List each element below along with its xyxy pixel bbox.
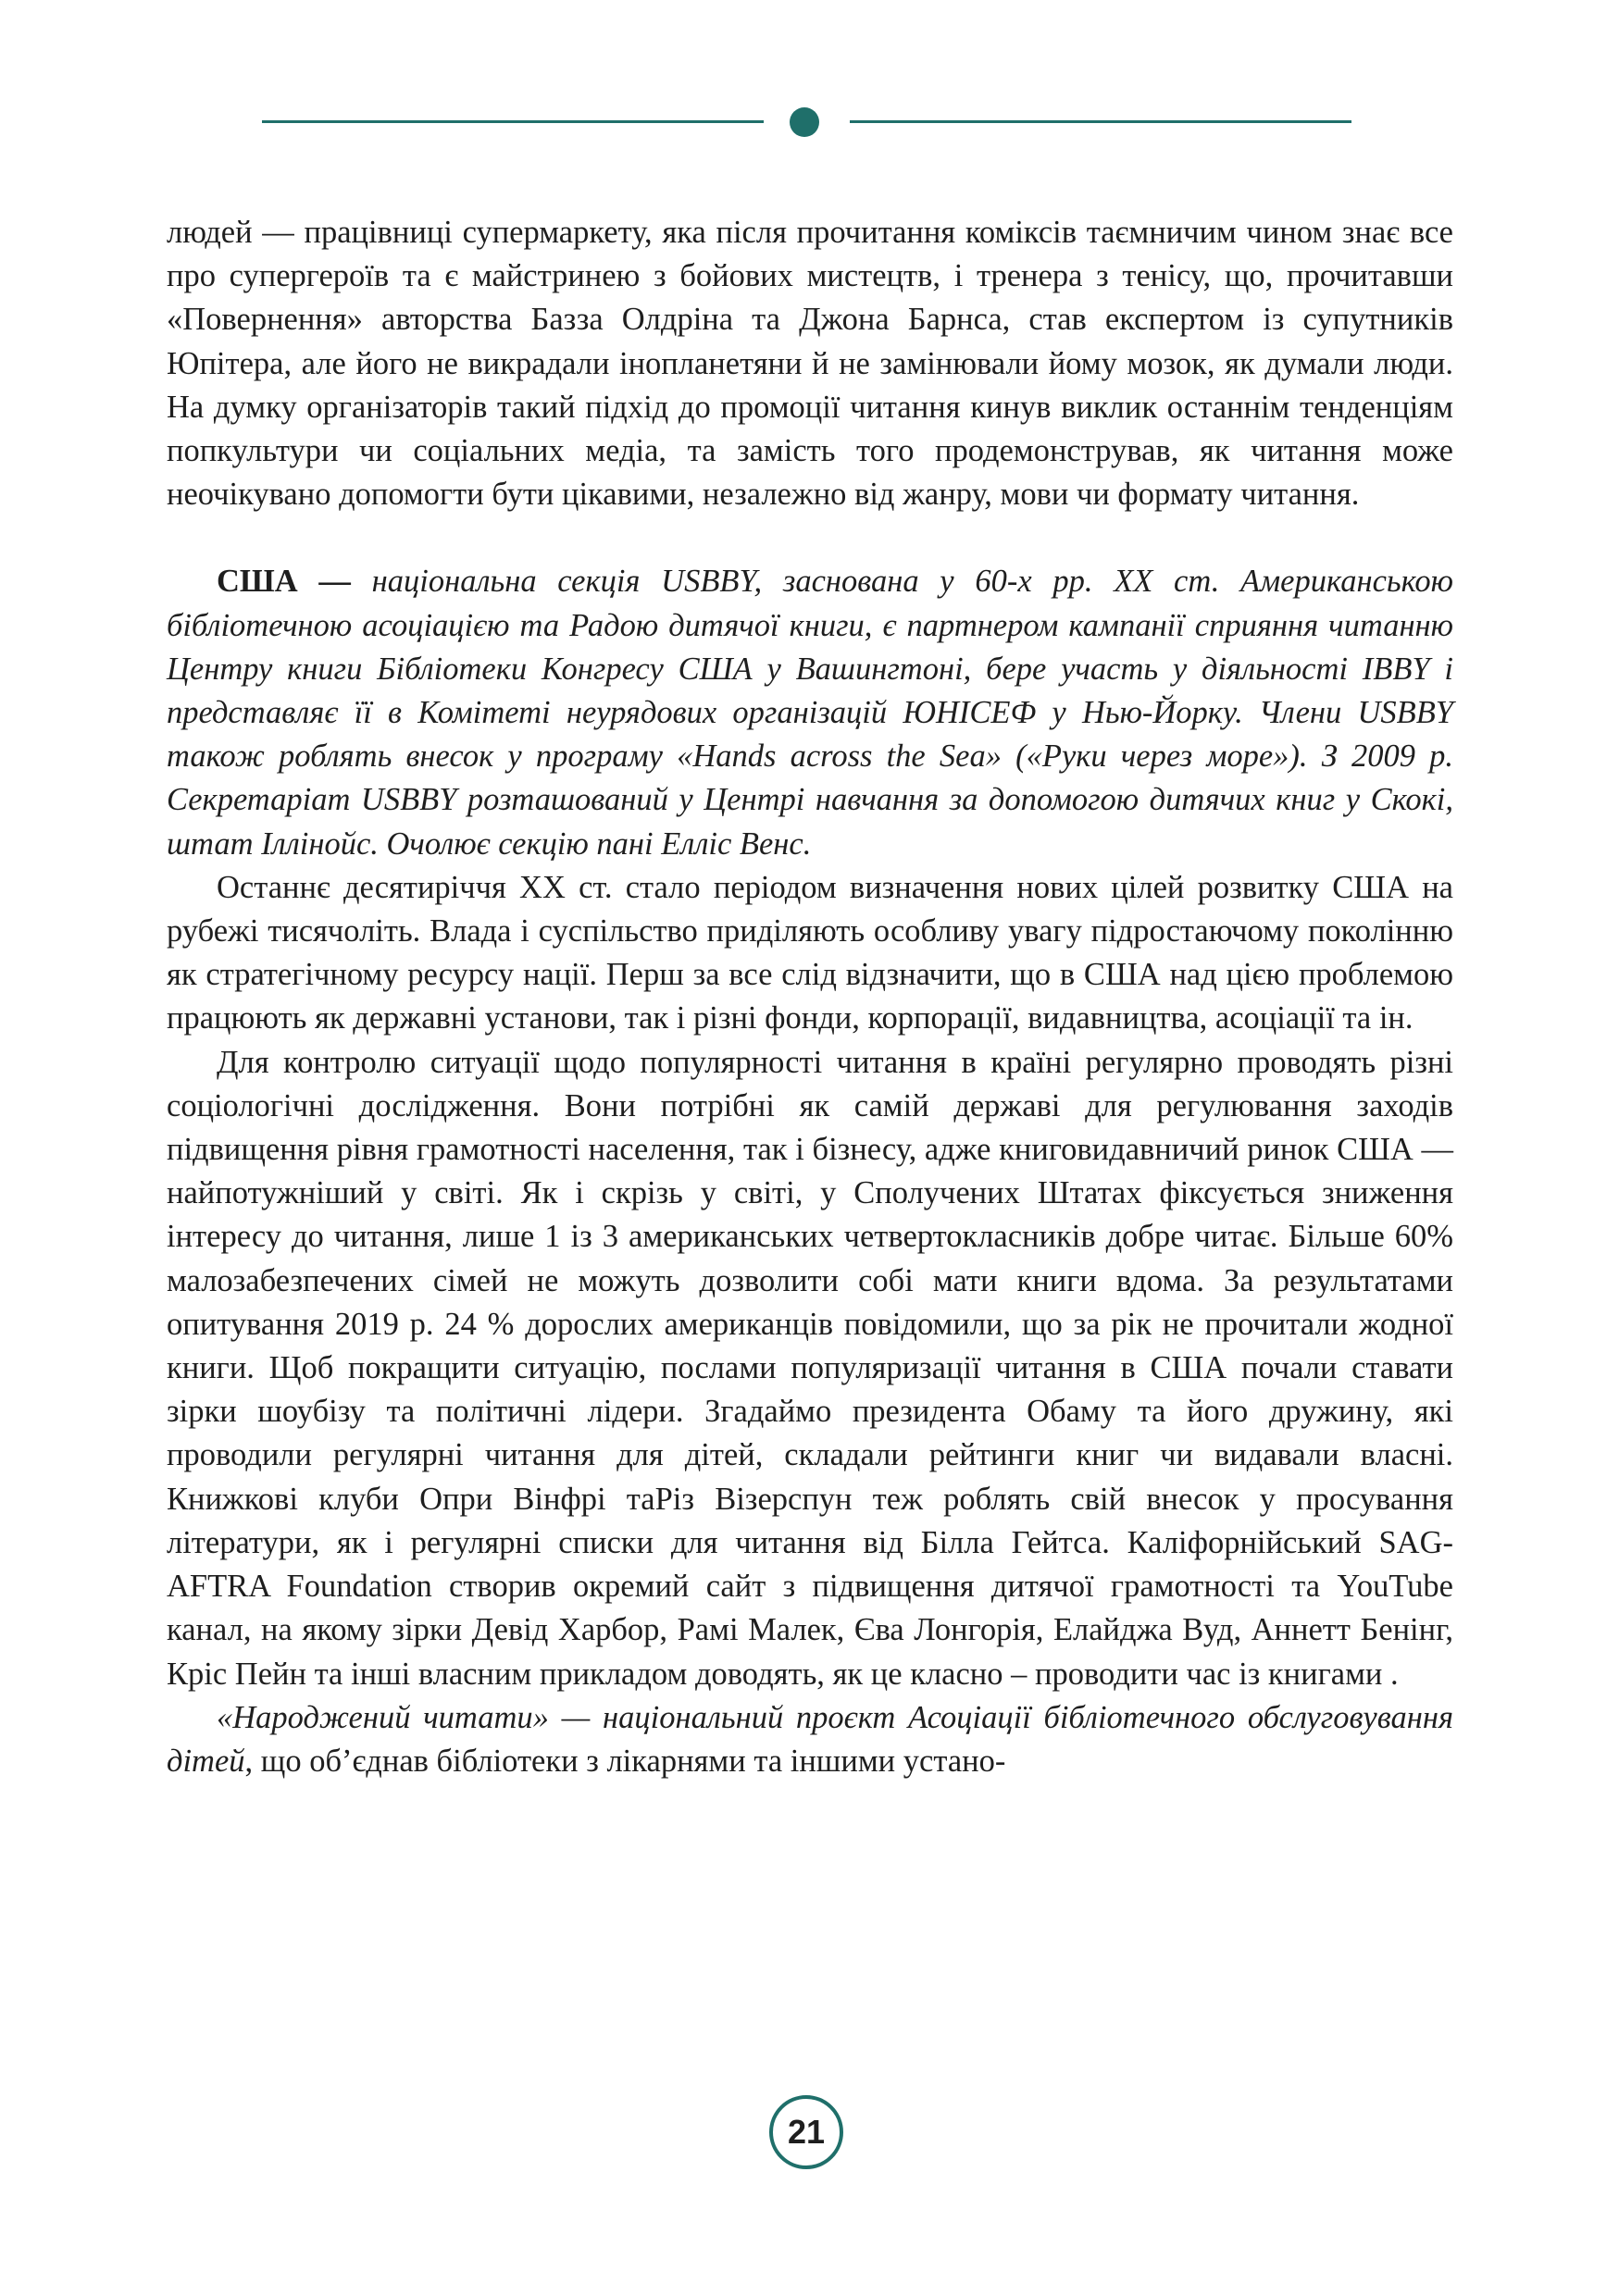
born-to-read-title: «Народжений читати» — національний проєкт Асоціації бібліотечного обслуговування дітей <box>167 1699 1453 1779</box>
paragraph-continuation: людей — працівниці супермаркету, яка після прочитання коміксів таємничим чином знає все про супергероїв та є майстринею з бойових мистецтв, і тренера з тенісу, що, прочитавши «Повернення» авторства Базза Олдріна та Джона Барнса, став експертом із супутників Юпітера, але його не викрадали інопланетяни й не замінювали йому мозок, як думали люди. На думку організаторів такий підхід до промоції читання кинув виклик останнім тенденціям попкультури чи соціальних медіа, та замість того продемонстрував, як читання може неочікувано допомогти бути цікавими, незалежно від жанру, мови чи формату читання. <box>167 215 1453 513</box>
body-text <box>167 211 1453 1783</box>
ornament-line-left <box>262 120 764 123</box>
usa-description: національна секція USBBY, заснована у 60-х рр. XX ст. Американською бібліотечною асоціацією та Радою дитячої книги, є партнером кампанії сприяння читанню Центру книги Бібліотеки Конгресу США у Вашингтоні, бере участь у діяльності IBBY і представляє її в Комітеті неурядових організацій ЮНІСЕФ у Нью-Йорку. Члени USBBY також роблять внесок у програму «Hands across the Sea» («Руки через море»). З 2009 р. Секретаріат USBBY розташований у Центрі навчання за допомогою дитячих книг у Скокі, штат Іллінойс. Очолює секцію пані Елліс Венс. <box>167 564 1453 862</box>
ornament-line-right <box>850 120 1351 123</box>
paragraph-decade: Останнє десятиріччя XX ст. стало періодом визначення нових цілей розвитку США на рубежі тисячоліть. Влада і суспільство приділяють особливу увагу підростаючому поколінню як стратегічному ресурсу нації. Перш за все слід відзначити, що в США над цією проблемою працюють як державні установи, так і різні фонди, корпорації, видавництва, асоціації та ін. <box>167 869 1453 1036</box>
page-number: 21 <box>769 2095 843 2169</box>
born-to-read-text: , що об’єднав бібліотеки з лікарнями та іншими устано- <box>244 1743 1006 1779</box>
paragraph-born-to-read <box>167 1696 1453 1783</box>
ornament-dot-icon <box>790 107 819 137</box>
paragraph-surveys: Для контролю ситуації щодо популярності читання в країні регулярно проводять різні соціологічні дослідження. Вони потрібні як самій державі для регулювання заходів підвищення рівня грамотності населення, так і бізнесу, адже книговидавничий ринок США — найпотужніший у світі. Як і скрізь у світі, у Сполучених Штатах фіксується зниження інтересу до читання, лише 1 із 3 американських четвертокласників добре читає. Більше 60% малозабезпечених сімей не можуть дозволити собі мати книги вдома. За результатами опитування 2019 р. 24 % дорослих американців повідомили, що за рік не прочитали жодної книги. Щоб покращити ситуацію, послами популяризації читання в США почали ставати зірки шоубізу та політичні лідери. Згадаймо президента Обаму та його дружину, які проводили регулярні читання для дітей, складали рейтинги книг чи видавали власні. Книжкові клуби Опри Вінфрі таРіз Візерспун теж роблять свій внесок у просування літератури, як і регулярні списки для читання від Білла Гейтса. Каліфорнійський SAG-AFTRA Foundation створив окремий сайт з підвищення дитячої грамотності та YouTube канал, на якому зірки Девід Харбор, Рамі Малек, Єва Лонгорія, Елайджа Вуд, Аннетт Бенінг, Кріс Пейн та інші власним прикладом доводять, як це класно – проводити час із книгами . <box>167 1044 1453 1692</box>
paragraph-usa-section <box>167 560 1453 865</box>
usa-heading: США — <box>217 564 351 600</box>
